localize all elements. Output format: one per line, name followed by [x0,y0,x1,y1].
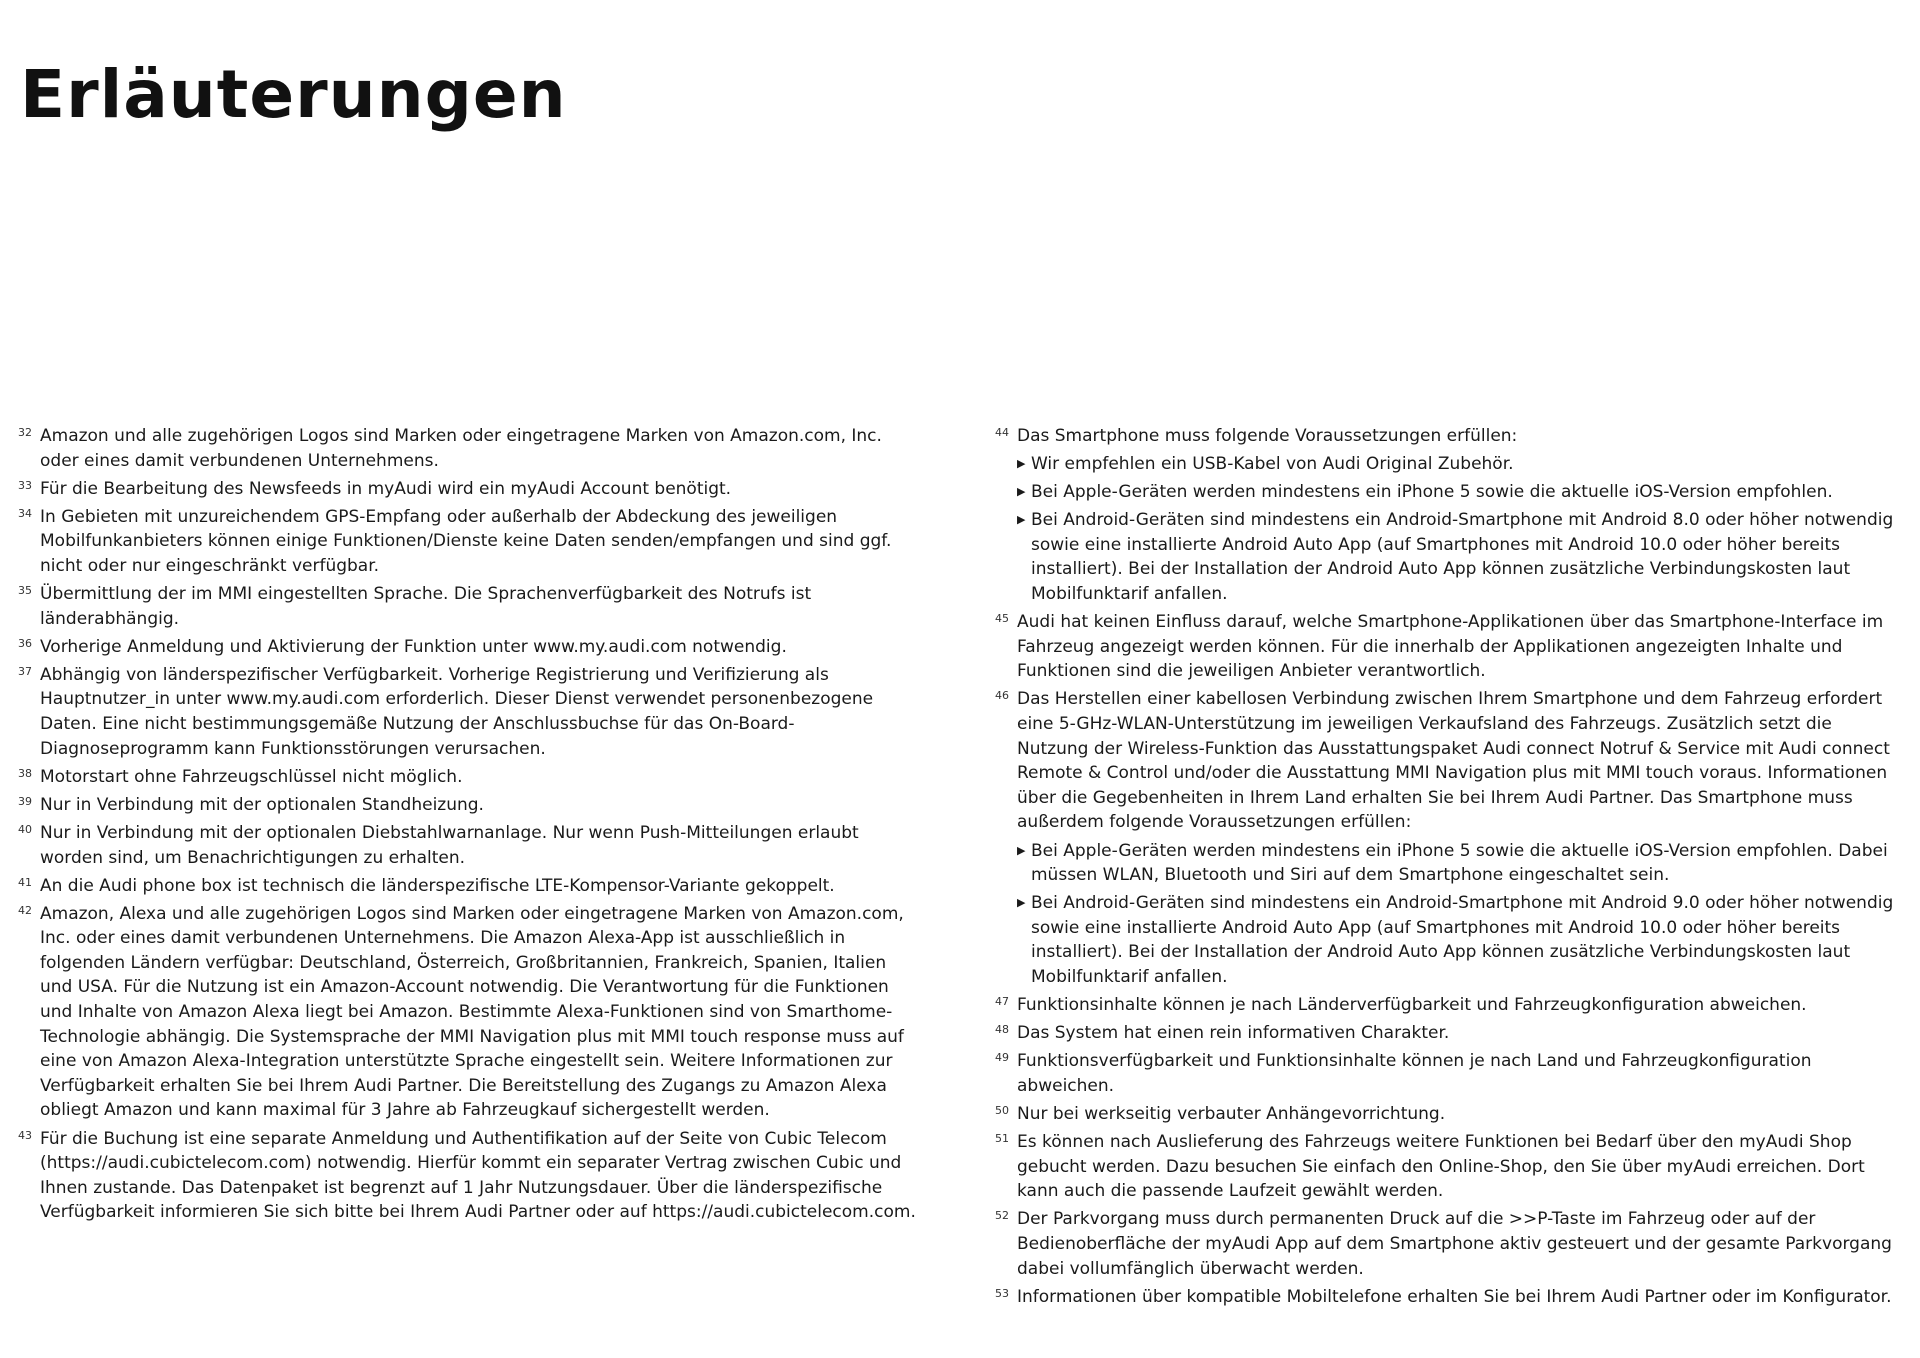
footnote-number: 37 [18,664,32,678]
footnote-number: 43 [18,1128,32,1142]
footnote-45 [995,610,1905,684]
footnote-number: 36 [18,636,32,650]
footnote-text: Das Herstellen einer kabellosen Verbindung zwischen Ihrem Smartphone und dem Fahrzeug erfordert eine 5-GHz-WLAN-Unterstützung im jeweiligen Verkaufsland des Fahrzeugs. Zusätzlich setzt die Nutzung der Wireless-Funktion das Ausstattungspaket Audi connect Notruf & Service mit Audi connect Remote & Control und/oder die Ausstattung MMI Navigation plus mit MMI touch voraus. Informationen über die Gegebenheiten in Ihrem Land erhalten Sie bei Ihrem Audi Partner. Das Smartphone muss außerdem folgende Voraussetzungen erfüllen: [1017,689,1890,833]
footnote-number: 34 [18,506,32,520]
footnote-47 [995,993,1905,1018]
footnote-33 [18,477,918,502]
footnote-42 [18,902,918,1123]
footnote-text: An die Audi phone box ist technisch die länderspezifische LTE-Kompensor-Variante gekoppelt. [40,875,835,896]
footnote-text: In Gebieten mit unzureichendem GPS-Empfang oder außerhalb der Abdeckung des jeweiligen Mobilfunkanbieters können einige Funktionen/Dienste keine Daten senden/empfangen und sind ggf. nicht oder nur eingeschränkt verfügbar. [40,506,892,576]
page-title: Erläuterungen [20,56,567,133]
footnote-38 [18,765,918,790]
footnote-number: 47 [995,995,1009,1009]
footnote-number: 52 [995,1209,1009,1223]
footnote-52 [995,1207,1905,1281]
footnote-text: Audi hat keinen Einfluss darauf, welche Smartphone-Applikationen über das Smartphone-Interface im Fahrzeug angezeigt werden können. Für die innerhalb der Applikationen angezeigten Inhalte und Funktionen sind die jeweiligen Anbieter verantwortlich. [1017,612,1884,682]
footnote-39 [18,793,918,818]
footnote-text: Das System hat einen rein informativen Charakter. [1017,1023,1450,1044]
footnote-text: Abhängig von länderspezifischer Verfügbarkeit. Vorherige Registrierung und Verifizierung als Hauptnutzer_in unter www.my.audi.com erforderlich. Dieser Dienst verwendet personenbezogene Daten. Eine nicht bestimmungsgemäße Nutzung der Anschlussbuchse für das On-Board-Diagnoseprogramm kann Funktionsstörungen verursachen. [40,664,874,759]
footnote-text: Es können nach Auslieferung des Fahrzeugs weitere Funktionen bei Bedarf über den myAudi Shop gebucht werden. Dazu besuchen Sie einfach den Online-Shop, den Sie über myAudi erreichen. Dort kann auch die passende Laufzeit gewählt werden. [1017,1132,1865,1202]
footnote-number: 50 [995,1103,1009,1117]
footnote-51 [995,1130,1905,1204]
footnote-number: 35 [18,584,32,598]
footnote-number: 33 [18,478,32,492]
footnote-number: 45 [995,612,1009,626]
bullet-triangle-icon: ▶ [1017,843,1026,857]
footnote-number: 44 [995,426,1009,439]
footnote-36 [18,635,918,660]
footnote-text: Übermittlung der im MMI eingestellten Sprache. Die Sprachenverfügbarkeit des Notrufs ist länderabhängig. [40,584,812,629]
footnote-34 [18,505,918,579]
footnote-number: 40 [18,822,32,836]
footnote-40 [18,821,918,870]
bullet-text: Bei Android-Geräten sind mindestens ein Android-Smartphone mit Android 8.0 oder höher notwendig sowie eine installierte Android Auto App (auf Smartphones mit Android 10.0 oder höher bereits installiert). Bei der Installation der Android Auto App können zusätzliche Verbindungskosten laut Mobilfunktarif anfallen. [1031,510,1894,605]
footnote-text: Für die Buchung ist eine separate Anmeldung und Authentifikation auf der Seite von Cubic Telecom (https://audi.cubictelecom.com) notwendig. Hierfür kommt ein separater Vertrag zwischen Cubic und Ihnen zustande. Das Datenpaket ist begrenzt auf 1 Jahr Nutzungsdauer. Über die länderspezifische Verfügbarkeit informieren Sie sich bitte bei Ihrem Audi Partner oder auf https://audi.cubictelecom.com. [40,1128,916,1223]
footnote-35 [18,582,918,631]
footnote-number: 46 [995,689,1009,703]
footnote-number: 53 [995,1286,1009,1300]
bullet-item [995,839,1905,888]
footnote-text: Informationen über kompatible Mobiltelefone erhalten Sie bei Ihrem Audi Partner oder im Konfigurator. [1017,1286,1892,1307]
footnote-text: Nur bei werkseitig verbauter Anhängevorrichtung. [1017,1103,1446,1124]
footnote-text: Das Smartphone muss folgende Voraussetzungen erfüllen: [1017,426,1518,446]
footnotes-left-column [18,424,918,1228]
footnote-46 [995,687,1905,835]
bullet-item [995,891,1905,989]
bullet-text: Bei Apple-Geräten werden mindestens ein iPhone 5 sowie die aktuelle iOS-Version empfohlen. Dabei müssen WLAN, Bluetooth und Siri auf dem Smartphone eingeschaltet sein. [1031,840,1888,886]
bullet-text: Wir empfehlen ein USB-Kabel von Audi Original Zubehör. [1031,454,1514,475]
bullet-item [995,452,1905,477]
footnote-text: Amazon und alle zugehörigen Logos sind Marken oder eingetragene Marken von Amazon.com, Inc. oder eines damit verbundenen Unternehmens. [40,426,882,471]
footnote-49 [995,1049,1905,1098]
bullet-text: Bei Android-Geräten sind mindestens ein Android-Smartphone mit Android 9.0 oder höher notwendig sowie eine installierte Android Auto App (auf Smartphones mit Android 10.0 oder höher bereits installiert). Bei der Installation der Android Auto App können zusätzliche Verbindungskosten laut Mobilfunktarif anfallen. [1031,893,1894,987]
footnote-text: Motorstart ohne Fahrzeugschlüssel nicht möglich. [40,766,463,787]
bullet-triangle-icon: ▶ [1017,457,1026,471]
bullet-item [995,480,1905,505]
footnote-text: Nur in Verbindung mit der optionalen Standheizung. [40,794,484,815]
footnote-32 [18,424,918,473]
footnote-number: 41 [18,875,32,889]
bullet-triangle-icon: ▶ [1017,513,1026,527]
footnote-number: 51 [995,1132,1009,1146]
footnote-48 [995,1021,1905,1046]
footnote-text: Funktionsverfügbarkeit und Funktionsinhalte können je nach Land und Fahrzeugkonfiguration abweichen. [1017,1051,1812,1096]
bullet-item [995,508,1905,606]
footnote-text: Für die Bearbeitung des Newsfeeds in myAudi wird ein myAudi Account benötigt. [40,478,732,499]
footnote-number: 42 [18,903,32,917]
footnote-number: 32 [18,426,32,439]
footnote-43 [18,1127,918,1225]
footnote-number: 48 [995,1023,1009,1037]
footnote-number: 39 [18,794,32,808]
footnote-text: Vorherige Anmeldung und Aktivierung der Funktion unter www.my.audi.com notwendig. [40,636,787,657]
bullet-triangle-icon: ▶ [1017,485,1026,499]
footnote-41 [18,874,918,899]
footnote-text: Amazon, Alexa und alle zugehörigen Logos sind Marken oder eingetragene Marken von Amazon.com, Inc. oder eines damit verbundenen Unternehmens. Die Amazon Alexa-App ist ausschließlich in folgenden Ländern verfügbar: Deutschland, Österreich, Großbritannien, Frankreich, Spanien, Italien und USA. Für die Nutzung ist ein Amazon-Account notwendig. Die Verantwortung für die Funktionen und Inhalte von Amazon Alexa liegt bei Amazon. Bestimmte Alexa-Funktionen sind von Smarthome-Technologie abhängig. Die Systemsprache der MMI Navigation plus mit MMI touch response muss auf eine von Amazon Alexa-Integration unterstützte Sprache eingestellt sein. Weitere Informationen zur Verfügbarkeit erhalten Sie bei Ihrem Audi Partner. Die Bereitstellung des Zugangs zu Amazon Alexa obliegt Amazon und kann maximal für 3 Jahre ab Fahrzeugkauf sichergestellt werden. [40,903,904,1121]
bullet-text: Bei Apple-Geräten werden mindestens ein iPhone 5 sowie die aktuelle iOS-Version empfohlen. [1031,482,1833,503]
footnote-53 [995,1285,1905,1310]
footnote-number: 49 [995,1051,1009,1065]
footnote-text: Nur in Verbindung mit der optionalen Diebstahlwarnanlage. Nur wenn Push-Mitteilungen erlaubt worden sind, um Benachrichtigungen zu erhalten. [40,822,859,868]
footnote-37 [18,663,918,761]
bullet-triangle-icon: ▶ [1017,896,1026,910]
footnote-text: Der Parkvorgang muss durch permanenten Druck auf die >>P-Taste im Fahrzeug oder auf der Bedienoberfläche der myAudi App auf dem Smartphone aktiv gesteuert und der gesamte Parkvorgang dabei vollumfänglich überwacht werden. [1017,1209,1892,1279]
footnote-number: 38 [18,766,32,780]
footnote-44 [995,424,1905,449]
footnotes-right-column [995,424,1905,1313]
footnote-50 [995,1102,1905,1127]
footnote-text: Funktionsinhalte können je nach Länderverfügbarkeit und Fahrzeugkonfiguration abweichen. [1017,995,1807,1016]
